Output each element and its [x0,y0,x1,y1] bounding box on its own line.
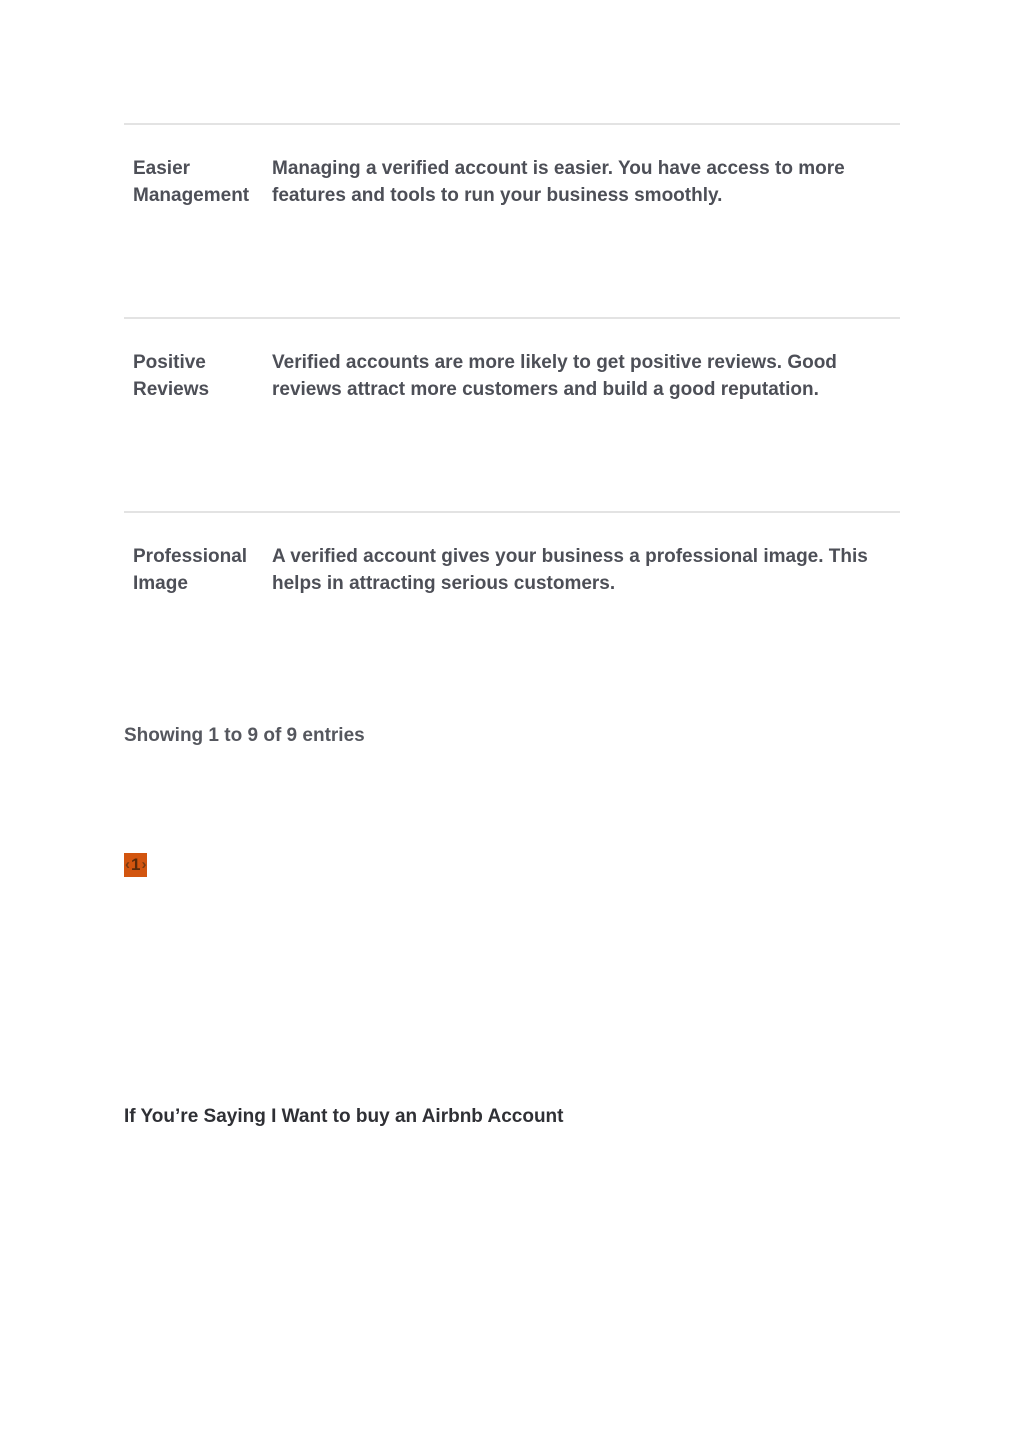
table-row [124,123,900,317]
page-1-button[interactable]: 1 [131,855,141,874]
section-heading: If You’re Saying I Want to buy an Airbnb Account [124,1106,564,1127]
row-description: Managing a verified account is easier. You have access to more features and tools to run your business smoothly. [272,158,845,206]
row-label: Positive Reviews [133,352,210,400]
row-label: Easier Management [133,158,250,206]
next-page-button[interactable]: › [141,856,147,873]
prev-page-button[interactable]: ‹ [125,856,130,873]
benefits-table [124,123,900,705]
row-description: A verified account gives your business a professional image. This helps in attracting serious customers. [272,546,868,594]
row-description: Verified accounts are more likely to get positive reviews. Good reviews attract more customers and build a good reputation. [272,352,837,400]
row-label: Professional Image [133,546,248,594]
table-row [124,511,900,705]
pagination [124,853,147,877]
table-row [124,317,900,511]
table-info: Showing 1 to 9 of 9 entries [124,725,365,746]
